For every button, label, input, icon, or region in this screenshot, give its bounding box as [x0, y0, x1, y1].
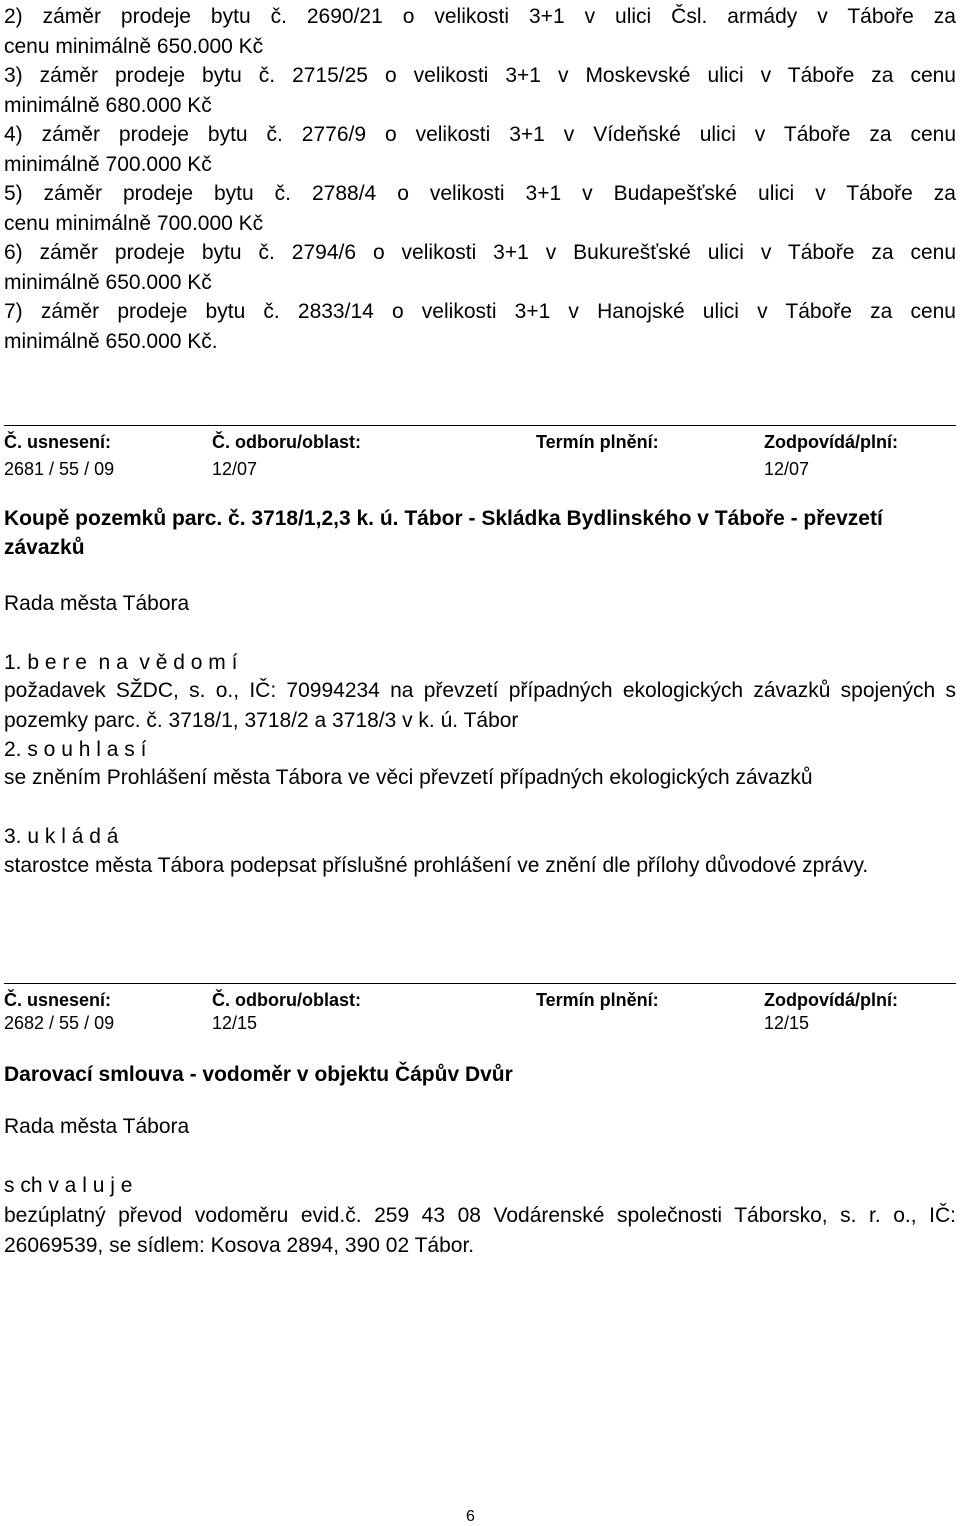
list-item-line: 7) záměr prodeje bytu č. 2833/14 o velikosti 3+1 v Hanojské ulici v Táboře za cenu — [4, 300, 956, 323]
list-item-line: 6) záměr prodeje bytu č. 2794/6 o velikosti 3+1 v Bukurešťské ulici v Táboře za cenu — [4, 241, 956, 264]
step-label: 3. u k l á d á — [4, 825, 119, 848]
header-zodpovida: Zodpovídá/plní: — [764, 990, 898, 1010]
resolution-zodpovida: 12/07 — [764, 459, 810, 479]
header-odbor: Č. odboru/oblast: — [212, 432, 361, 452]
header-odbor: Č. odboru/oblast: — [212, 990, 361, 1010]
header-termin: Termín plnění: — [536, 990, 659, 1010]
list-item-line: cenu minimálně 650.000 Kč — [4, 34, 264, 58]
page-number: 6 — [466, 1508, 475, 1525]
step-text: se zněním Prohlášení města Tábora ve věci převzetí případných ekologických závazků — [4, 766, 813, 789]
step-text: starostce města Tábora podepsat příslušné prohlášení ve znění dle přílohy důvodové zprávy. — [4, 854, 869, 877]
list-item-line: 2) záměr prodeje bytu č. 2690/21 o velikosti 3+1 v ulici Čsl. armády v Táboře za — [4, 5, 956, 28]
council-name: Rada města Tábora — [4, 592, 190, 615]
resolution-number: 2681 / 55 / 09 — [4, 459, 115, 479]
resolution-zodpovida: 12/15 — [764, 1013, 810, 1033]
header-usneseni: Č. usnesení: — [4, 990, 112, 1010]
resolution-number: 2682 / 55 / 09 — [4, 1013, 115, 1033]
council-name: Rada města Tábora — [4, 1115, 190, 1138]
header-usneseni: Č. usnesení: — [4, 432, 112, 452]
list-item-line: minimálně 650.000 Kč. — [4, 329, 218, 353]
list-item-line: 5) záměr prodeje bytu č. 2788/4 o velikosti 3+1 v Budapešťské ulici v Táboře za — [4, 182, 956, 205]
step-text: požadavek SŽDC, s. o., IČ: 70994234 na převzetí případných ekologických závazků spojených s pozemky parc. č. 3718/1, 3718/2 a 3718/3 v k. ú. Tábor — [4, 679, 956, 732]
resolution-title: Darovací smlouva - vodoměr v objektu Čápův Dvůr — [4, 1063, 513, 1086]
step-label: s ch v a l u j e — [4, 1174, 133, 1197]
resolution-title: Koupě pozemků parc. č. 3718/1,2,3 k. ú. Tábor - Skládka Bydlinského v Táboře - převzetí závazků — [4, 507, 883, 559]
resolution-odbor: 12/07 — [212, 459, 258, 479]
list-item-line: cenu minimálně 700.000 Kč — [4, 211, 264, 235]
table-rule — [4, 983, 956, 984]
step-label: 2. s o u h l a s í — [4, 738, 147, 761]
list-item-line: minimálně 680.000 Kč — [4, 93, 212, 117]
list-item-line: 4) záměr prodeje bytu č. 2776/9 o velikosti 3+1 v Vídeňské ulici v Táboře za cenu — [4, 123, 956, 146]
step-label: 1. b e r e n a v ě d o m í — [4, 651, 238, 674]
list-item-line: minimálně 700.000 Kč — [4, 152, 212, 176]
header-zodpovida: Zodpovídá/plní: — [764, 432, 898, 452]
header-termin: Termín plnění: — [536, 432, 659, 452]
table-rule — [4, 425, 956, 426]
resolution-odbor: 12/15 — [212, 1013, 258, 1033]
list-item-line: 3) záměr prodeje bytu č. 2715/25 o velikosti 3+1 v Moskevské ulici v Táboře za cenu — [4, 64, 956, 87]
list-item-line: minimálně 650.000 Kč — [4, 270, 212, 294]
step-text: bezúplatný převod vodoměru evid.č. 259 43 08 Vodárenské společnosti Táborsko, s. r. o., IČ: 26069539, se sídlem: Kosova 2894, 390 02 Tábor. — [4, 1204, 956, 1257]
